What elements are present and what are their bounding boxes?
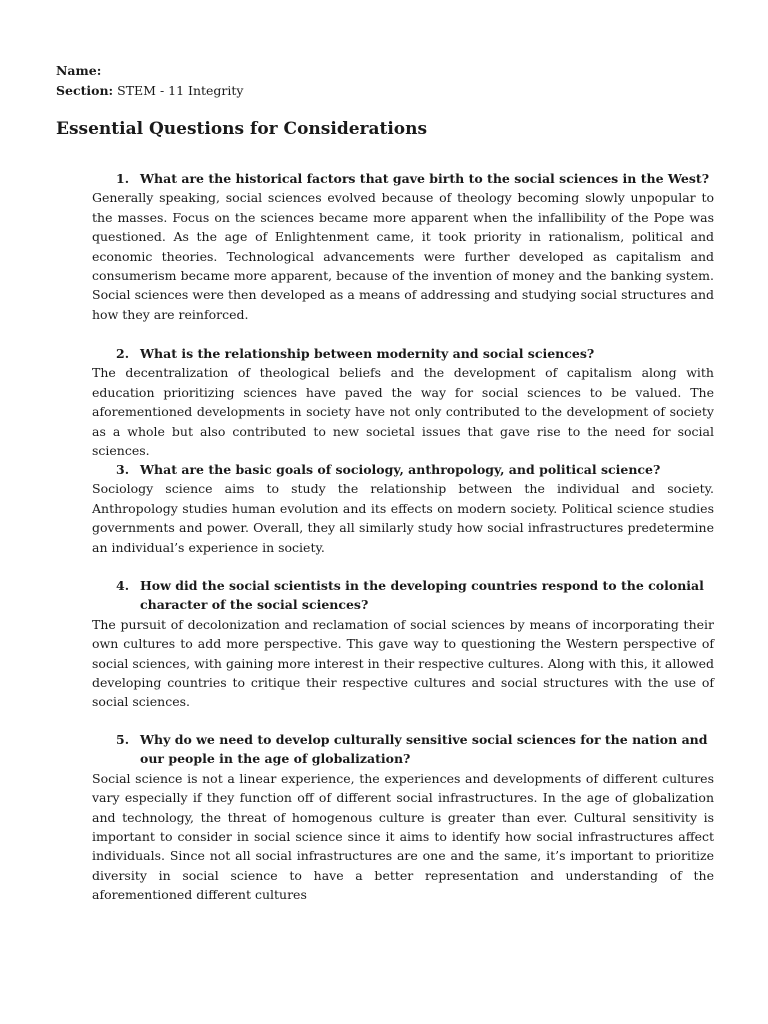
question-number: 3. bbox=[116, 462, 130, 477]
question-text: What are the historical factors that gave birth to the social sciences in the West? bbox=[140, 171, 710, 186]
question-heading bbox=[116, 460, 714, 479]
question-text: What is the relationship between modernity and social sciences? bbox=[140, 346, 595, 361]
answer-text: The pursuit of decolonization and reclamation of social sciences by means of incorporating their own cultures to add more perspective. This gave way to questioning the Western perspective of social sciences, with gaining more interest in their respective cultures. Along with this, it allowed developing countries to critique their respective cultures and social structures with the use of social sciences. bbox=[92, 616, 714, 710]
answer-text: The decentralization of theological beliefs and the development of capitalism along with education prioritizing sciences have paved the way for social sciences to be valued. The aforementioned developments in society have not only contributed to the development of society as a whole but also contributed to new societal issues that gave rise to the need for social sciences. bbox=[92, 365, 714, 459]
question-block-1 bbox=[92, 169, 714, 324]
name-label: Name: bbox=[56, 63, 102, 78]
question-heading bbox=[116, 169, 714, 188]
name-line bbox=[56, 61, 243, 81]
answer-text: Generally speaking, social sciences evolved because of theology becoming slowly unpopular to the masses. Focus on the sciences became more apparent when the infallibility of the Pope was questioned. As the age of Enlightenment came, it took priority in rationalism, political and economic theories. Technological advancements were further developed as capitalism and consumerism became more apparent, because of the invention of money and the banking system. Social sciences were then developed as a means of addressing and studying social structures and how they are reinforced. bbox=[92, 190, 714, 322]
question-block-3 bbox=[92, 460, 714, 557]
page-title: Essential Questions for Considerations bbox=[56, 119, 428, 139]
question-heading bbox=[116, 730, 714, 769]
question-block-2 bbox=[92, 344, 714, 460]
question-number: 4. bbox=[116, 578, 130, 593]
section-label: Section: bbox=[56, 83, 114, 98]
question-heading bbox=[116, 576, 714, 615]
question-text: What are the basic goals of sociology, anthropology, and political science? bbox=[140, 462, 661, 477]
section-value: STEM - 11 Integrity bbox=[117, 83, 244, 98]
answer-text: Social science is not a linear experience, the experiences and developments of different cultures vary especially if they function off of different social infrastructures. In the age of globalization and technology, the threat of homogenous culture is greater than ever. Cultural sensitivity is important to consider in social science since it aims to identify how social infrastructures affect individuals. Since not all social infrastructures are one and the same, it’s important to prioritize diversity in social science to have a better representation and understanding of the aforementioned different cultures bbox=[92, 770, 714, 903]
document-header bbox=[56, 61, 243, 101]
question-number: 5. bbox=[116, 732, 130, 747]
section-line bbox=[56, 81, 243, 101]
answer-text: Sociology science aims to study the relationship between the individual and society. Anthropology studies human evolution and its effects on modern society. Political science studies governments and power. Overall, they all similarly study how social infrastructures predetermine an individual’s experience in society. bbox=[92, 481, 714, 555]
question-block-5 bbox=[92, 730, 714, 905]
question-block-4 bbox=[92, 576, 714, 712]
question-text: Why do we need to develop culturally sensitive social sciences for the nation and our people in the age of globalization? bbox=[140, 732, 708, 767]
question-text: How did the social scientists in the developing countries respond to the colonial character of the social sciences? bbox=[140, 578, 704, 613]
question-number: 2. bbox=[116, 346, 130, 361]
question-number: 1. bbox=[116, 171, 130, 186]
question-heading bbox=[116, 344, 714, 363]
